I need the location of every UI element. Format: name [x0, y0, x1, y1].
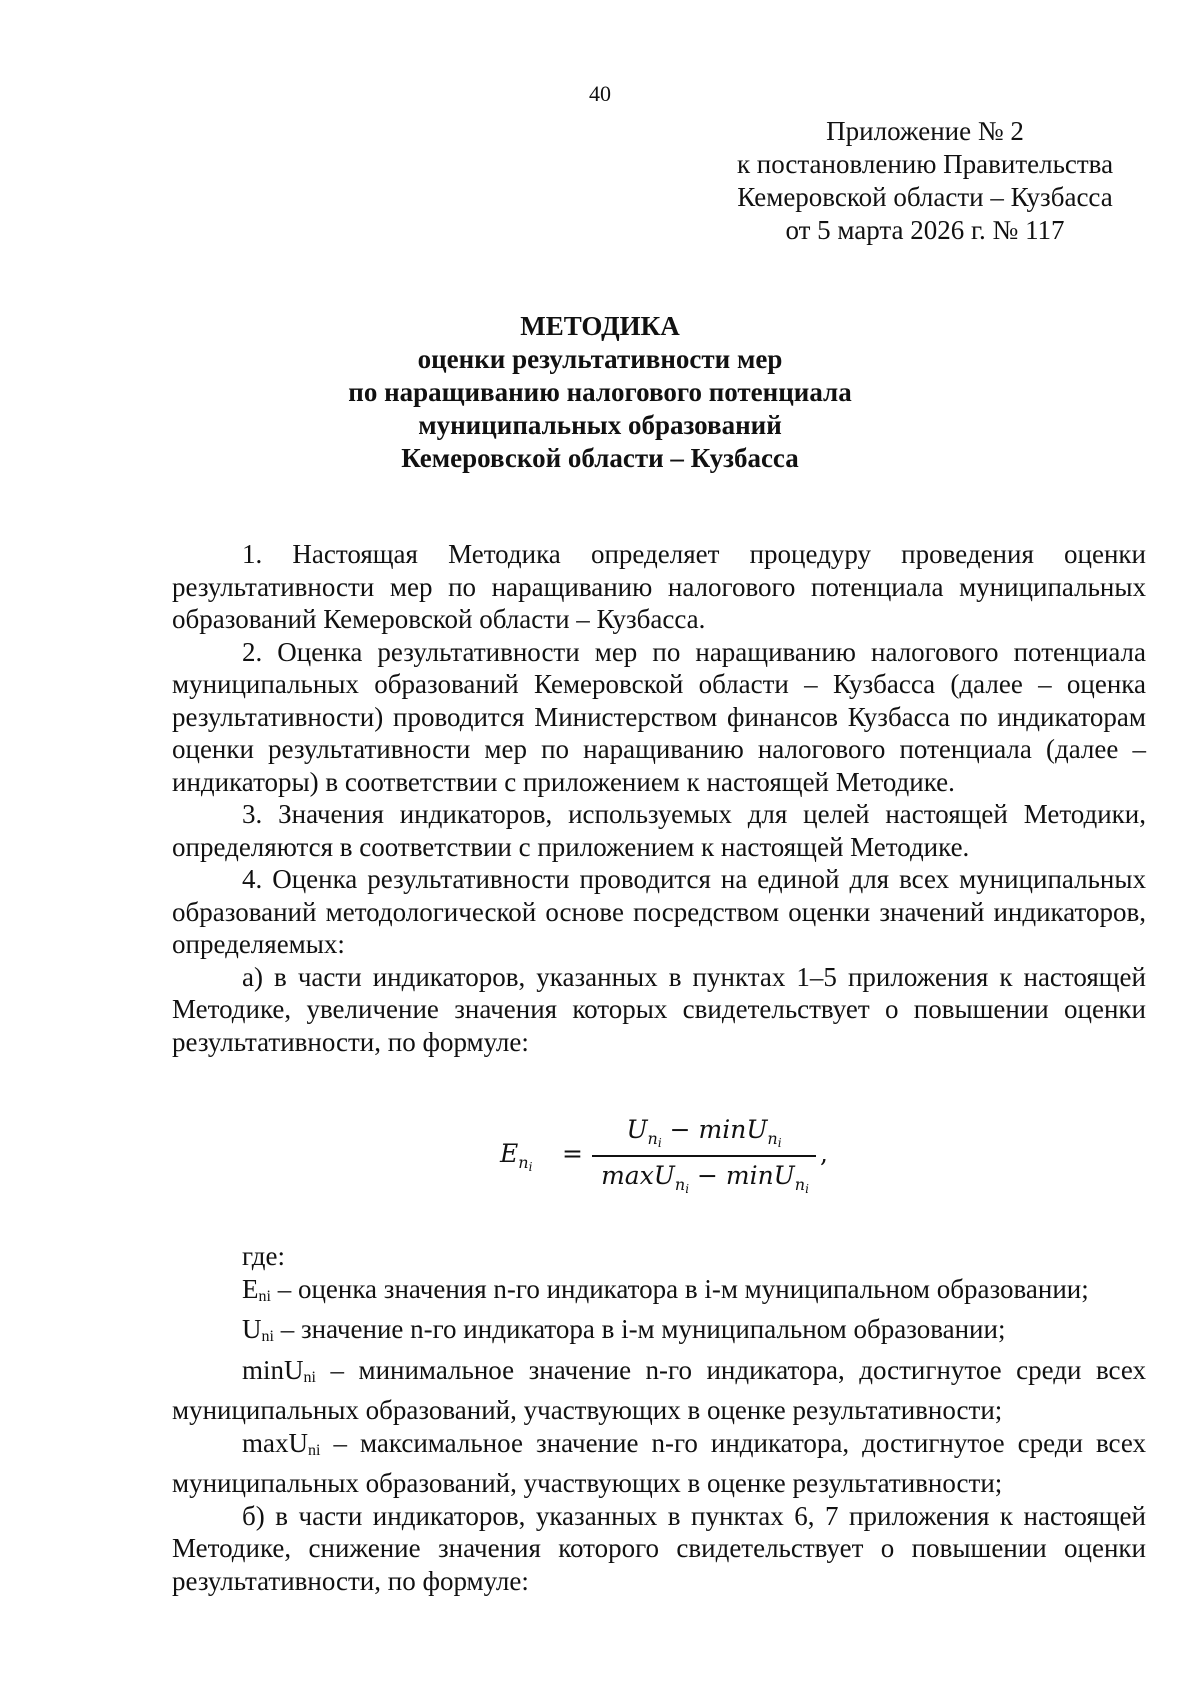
paragraph-4a: а) в части индикаторов, указанных в пунктах 1–5 приложения к настоящей Методике, увеличение значения которых свидетельствует о повышении оценки результативности, по формуле:	[172, 961, 1146, 1057]
definition-e	[172, 1273, 1146, 1314]
formula-denominator	[590, 1161, 820, 1196]
formula-comma: ,	[820, 1139, 828, 1168]
formula-subsubscript: i	[777, 1136, 782, 1150]
formula-equals: =	[562, 1139, 583, 1168]
symbol-base: E	[242, 1273, 259, 1304]
definition-u	[172, 1313, 1146, 1354]
appendix-line: к постановлению Правительства	[736, 149, 1114, 179]
title-line: оценки результативности мер	[417, 344, 783, 374]
formula-subscript: n	[647, 1129, 658, 1148]
document-title	[200, 310, 1000, 475]
title-line: по наращиванию налогового потенциала	[348, 377, 852, 407]
symbol-base: U	[242, 1314, 262, 1344]
symbol-subscript: ni	[307, 1441, 321, 1459]
title-line: муниципальных образований	[418, 410, 782, 440]
definition-symbol	[242, 1428, 320, 1458]
formula-symbol: E	[500, 1139, 519, 1168]
appendix-line: Приложение № 2	[826, 116, 1024, 146]
symbol-subscript: ni	[258, 1287, 271, 1305]
formula-symbol: maxU	[601, 1161, 675, 1190]
definition-symbol	[242, 1355, 316, 1385]
formula-increase	[500, 1115, 840, 1195]
symbol-subscript: ni	[261, 1328, 274, 1345]
formula-subscript: n	[674, 1175, 686, 1194]
symbol-base: maxU	[242, 1427, 308, 1458]
body-text	[172, 538, 1146, 1058]
title-line: Кемеровской области – Кузбасса	[401, 443, 799, 473]
formula-subscript: n	[518, 1153, 529, 1172]
appendix-header	[700, 115, 1150, 247]
formula-subsubscript: i	[528, 1160, 533, 1174]
paragraph-4: 4. Оценка результативности проводится на единой для всех муниципальных образований методологической основе посредством оценки значений индикаторов, определяемых:	[172, 864, 1146, 959]
definition-text: – максимальное значение n-го индикатора, достигнутое среди всех муниципальных образований, участвующих в оценке результативности;	[172, 1427, 1146, 1498]
definition-symbol	[242, 1274, 271, 1304]
title-line: МЕТОДИКА	[520, 311, 680, 341]
paragraph-3: 3. Значения индикаторов, используемых для целей настоящей Методики, определяются в соответствии с приложением к настоящей Методике.	[172, 799, 1146, 862]
formula-subsubscript: i	[657, 1136, 662, 1150]
formula-symbol: − minU	[689, 1161, 795, 1190]
paragraph-4b: б) в части индикаторов, указанных в пунктах 6, 7 приложения к настоящей Методике, снижение значения которого свидетельствует о повышении оценки результативности, по формуле:	[172, 1500, 1146, 1596]
symbol-subscript: ni	[303, 1368, 316, 1386]
formula-numerator	[594, 1115, 814, 1150]
where-label: где:	[242, 1241, 285, 1271]
appendix-line: от 5 марта 2026 г. № 117	[785, 215, 1065, 245]
definition-max	[172, 1427, 1146, 1500]
formula-subsubscript: i	[805, 1182, 809, 1196]
formula-subsubscript: i	[685, 1182, 690, 1196]
definition-text: – оценка значения n-го индикатора в i-м муниципальном образовании;	[270, 1273, 1089, 1304]
symbol-base: minU	[242, 1354, 304, 1385]
formula-lhs	[500, 1139, 532, 1174]
definition-symbol	[242, 1314, 274, 1344]
definition-min	[172, 1354, 1146, 1427]
page-number: 40	[589, 81, 611, 106]
fraction-bar	[592, 1155, 816, 1157]
appendix-line: Кемеровской области – Кузбасса	[737, 182, 1113, 212]
paragraph-2: 2. Оценка результативности мер по наращиванию налогового потенциала муниципальных образований Кемеровской области – Кузбасса (далее – оценка результативности) проводится Министерством финансов Кузбасса по индикаторам оценки результативности мер по наращиванию налогового потенциала (далее – индикаторы) в соответствии с приложением к настоящей Методике.	[172, 636, 1146, 797]
definitions	[172, 1240, 1146, 1597]
formula-symbol: U	[626, 1115, 648, 1144]
definition-text: – минимальное значение n-го индикатора, достигнутое среди всех муниципальных образований, участвующих в оценке результативности;	[172, 1354, 1146, 1425]
formula-subscript: n	[794, 1175, 806, 1194]
paragraph-1: 1. Настоящая Методика определяет процедуру проведения оценки результативности мер по наращиванию налогового потенциала муниципальных образований Кемеровской области – Кузбасса.	[172, 539, 1146, 634]
formula-subscript: n	[767, 1129, 778, 1148]
definition-text: – значение n-го индикатора в i-м муниципальном образовании;	[273, 1314, 1006, 1344]
formula-symbol: − minU	[661, 1115, 768, 1144]
